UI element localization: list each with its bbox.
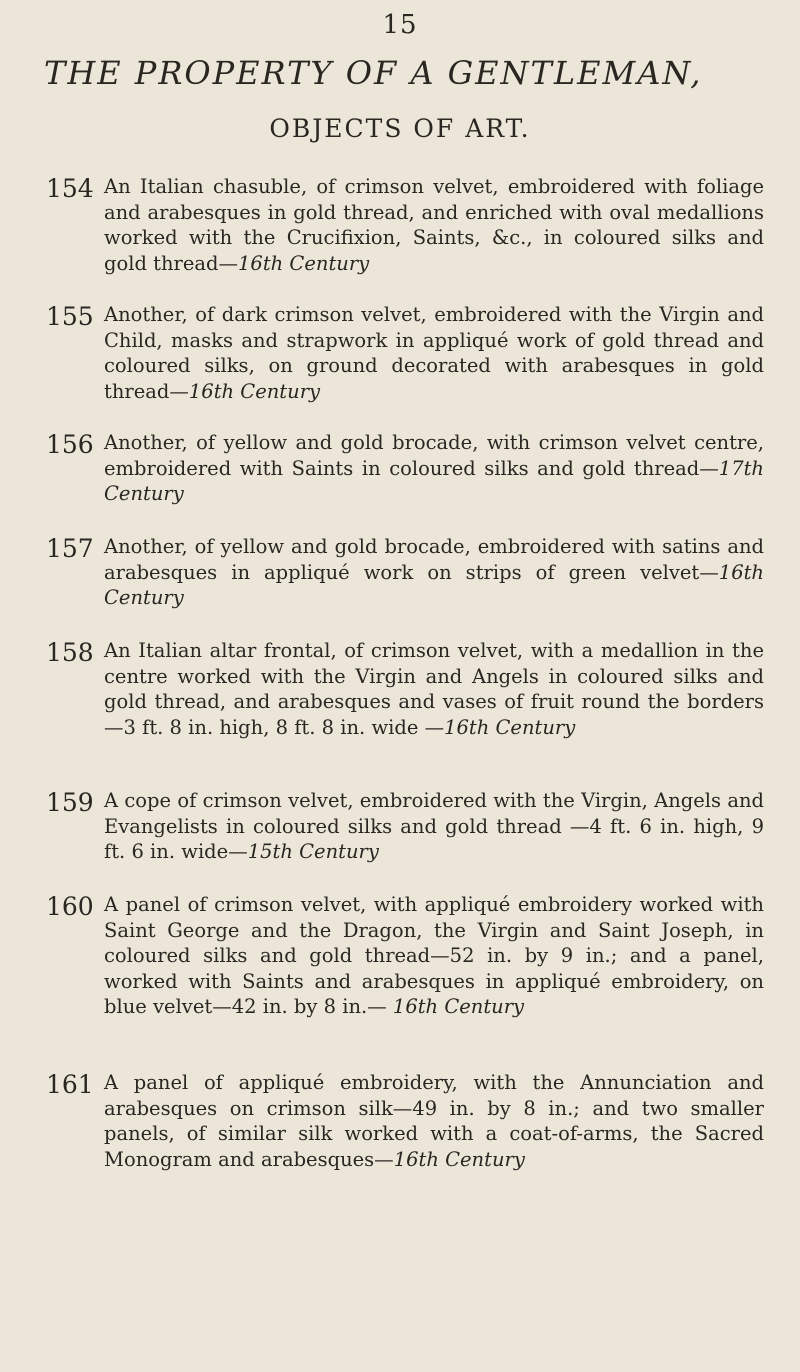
lot-description-text: A panel of appliqué embroidery, with the Annunciation and arabesques on crimson silk—49 in. by 8 in.; and two smaller panels, of similar silk worked with a coat-of-arms, the Sacred Monogram and arabesques— (104, 1071, 764, 1171)
lot-number: 161 (46, 1070, 94, 1099)
lot-number: 159 (46, 788, 94, 817)
lot-description-text: A panel of crimson velvet, with appliqué embroidery worked with Saint George and the Dragon, the Virgin and Saint Joseph, in coloured silks and gold thread—52 in. by 9 in.; and a panel, worked with Saints and arabesques in appliqué embroidery, on blue velvet—42 in. by 8 in.— (104, 893, 764, 1018)
lot-number: 160 (46, 892, 94, 921)
lot-century: 16th Century (393, 1147, 525, 1171)
lot-century: 16th Century (104, 560, 764, 609)
lot-century: 16th Century (188, 379, 321, 403)
lot-description (104, 788, 764, 865)
lot-description-text: A cope of crimson velvet, embroidered with the Virgin, Angels and Evangelists in coloured silks and gold thread —4 ft. 6 in. high, 9 ft. 6 in. wide— (104, 789, 764, 863)
lot-description-text: Another, of dark crimson velvet, embroidered with the Virgin and Child, masks and strapwork in appliqué work of gold thread and coloured silks, on ground decorated with arabesques in gold thread— (104, 303, 764, 403)
lot-number: 157 (46, 534, 94, 563)
owner-title: THE PROPERTY OF A GENTLEMAN, (44, 54, 703, 92)
lot-description (104, 302, 764, 404)
lot-description-text: An Italian chasuble, of crimson velvet, embroidered with foliage and arabesques in gold thread, and enriched with oval medallions worked with the Crucifixion, Saints, &c., in coloured silks and gold thread— (104, 175, 764, 275)
lot-century: 17th Century (104, 456, 764, 505)
lot-century: 16th Century (392, 995, 525, 1018)
lot-century: 16th Century (238, 251, 370, 275)
lot-number: 158 (46, 638, 94, 667)
lot-number: 154 (46, 174, 94, 203)
lot-number: 156 (46, 430, 94, 459)
lot-description-text: An Italian altar frontal, of crimson velvet, with a medallion in the centre worked with the Virgin and Angels in coloured silks and gold thread, and arabesques and vases of fruit round the borders—3 ft. 8 in. high, 8 ft. 8 in. wide — (104, 639, 764, 739)
lot-number: 155 (46, 302, 94, 331)
lot-description (104, 430, 764, 507)
lot-description (104, 174, 764, 276)
lot-description (104, 1070, 764, 1172)
lot-description (104, 892, 764, 1020)
lot-century: 16th Century (444, 715, 576, 739)
lot-description-text: Another, of yellow and gold brocade, embroidered with satins and arabesques in appliqué work on strips of green velvet— (104, 535, 764, 584)
section-heading: OBJECTS OF ART. (269, 114, 531, 143)
lot-century: 15th Century (247, 840, 379, 863)
page-number: 15 (382, 10, 418, 40)
lot-description (104, 534, 764, 611)
lot-description-text: Another, of yellow and gold brocade, with crimson velvet centre, embroidered with Saints in coloured silks and gold thread— (104, 431, 764, 480)
lot-description (104, 638, 764, 740)
